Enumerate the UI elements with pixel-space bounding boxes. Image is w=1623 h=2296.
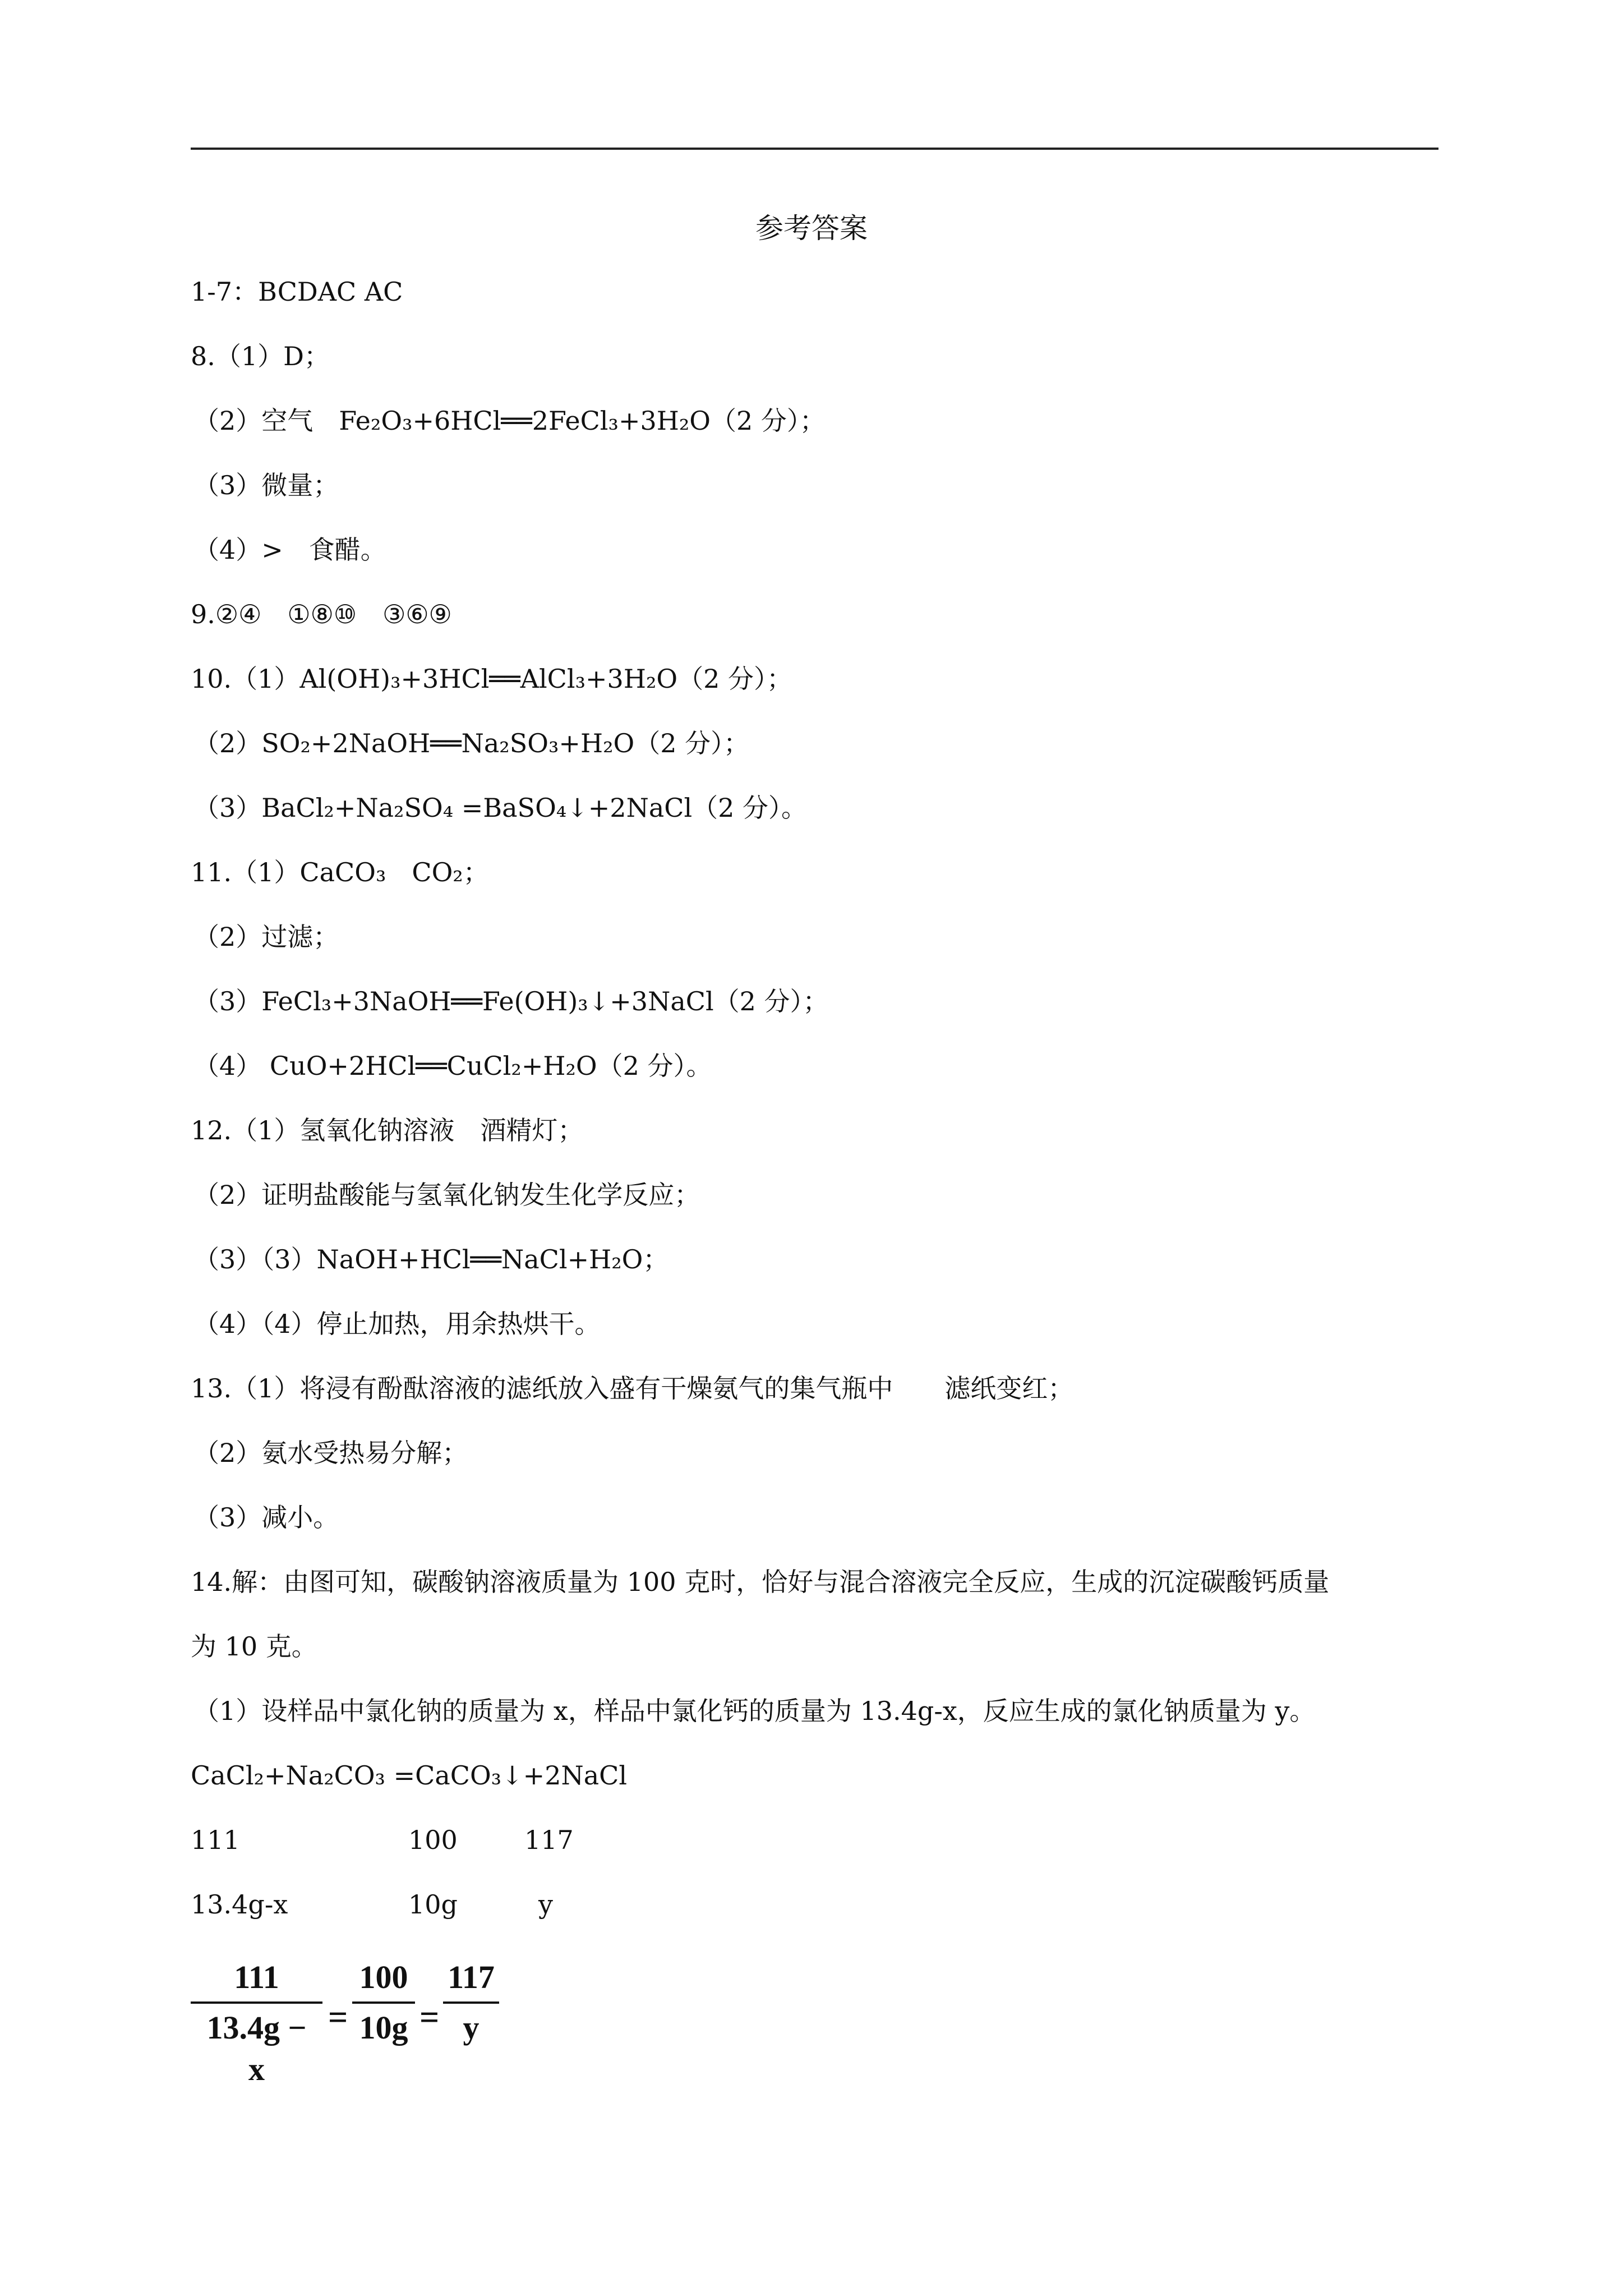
equals-sign: = <box>328 1999 348 2037</box>
fraction-numerator: 111 <box>234 1959 279 1995</box>
fraction-111-over-13.4g-x <box>191 1957 322 2090</box>
answer-line: 13.（1）将浸有酚酞溶液的滤纸放入盛有干燥氨气的集气瓶中 滤纸变红； <box>191 1373 1074 1404</box>
ratio-cell: y <box>538 1889 553 1920</box>
answer-line: （3）FeCl₃+3NaOH══Fe(OH)₃↓+3NaCl（2 分）； <box>193 986 829 1016</box>
answer-line: （2）过滤； <box>193 922 339 952</box>
answer-line: （2）证明盐酸能与氢氧化钠发生化学反应； <box>193 1180 700 1210</box>
ratio-cell: 111 <box>191 1825 240 1855</box>
answer-line: 12.（1）氢氧化钠溶液 酒精灯； <box>191 1115 584 1145</box>
answer-line: （2）氨水受热易分解； <box>193 1438 468 1468</box>
ratio-cell: 100 <box>408 1825 458 1855</box>
fraction-bar <box>443 2001 499 2004</box>
answer-line: （2）空气 Fe₂O₃+6HCl══2FeCl₃+3H₂O（2 分）； <box>193 406 826 436</box>
ratio-cell: 13.4g-x <box>191 1889 288 1920</box>
answer-line: （3）BaCl₂+Na₂SO₄ =BaSO₄↓+2NaCl（2 分）。 <box>193 793 808 823</box>
fraction-100-over-10g <box>352 1957 415 2049</box>
answer-line: 9.②④ ①⑧⑩ ③⑥⑨ <box>191 599 452 629</box>
fraction-bar <box>352 2001 415 2004</box>
answer-line: （3）减小。 <box>193 1502 339 1533</box>
answer-line: 为 10 克。 <box>191 1631 317 1662</box>
fraction-bar <box>191 2001 322 2004</box>
page-title: 参考答案 <box>755 212 868 245</box>
answer-line: （4）> 食醋。 <box>193 535 386 565</box>
answer-line: （2）SO₂+2NaOH══Na₂SO₃+H₂O（2 分）； <box>193 728 750 758</box>
ratio-cell: 117 <box>524 1825 574 1855</box>
equation-line: CaCl₂+Na₂CO₃ =CaCO₃↓+2NaCl <box>191 1760 628 1791</box>
answer-line: （3）（3）NaOH+HCl══NaCl+H₂O； <box>193 1244 669 1274</box>
answer-line: 10.（1）Al(OH)₃+3HCl══AlCl₃+3H₂O（2 分）； <box>191 664 792 694</box>
answer-line: （4） CuO+2HCl══CuCl₂+H₂O（2 分）。 <box>193 1051 712 1081</box>
fraction-denominator: y <box>463 2009 479 2046</box>
fraction-denominator: 13.4g − x <box>206 2009 307 2087</box>
answer-line: 8.（1）D； <box>191 341 330 371</box>
answer-line: 11.（1）CaCO₃ CO₂； <box>191 857 489 887</box>
header-rule <box>191 148 1438 150</box>
fraction-denominator: 10g <box>359 2009 408 2046</box>
answer-line: （4）（4）停止加热，用余热烘干。 <box>193 1309 601 1339</box>
fraction-numerator: 117 <box>448 1959 495 1995</box>
fraction-117-over-y <box>443 1957 499 2049</box>
answer-line: （1）设样品中氯化钠的质量为 x，样品中氯化钙的质量为 13.4g-x，反应生成的氯化钠质量为 y。 <box>193 1696 1316 1726</box>
answer-line: （3）微量； <box>193 470 339 500</box>
fraction-numerator: 100 <box>359 1959 408 1995</box>
equals-sign: = <box>419 1999 440 2037</box>
ratio-cell: 10g <box>408 1889 458 1920</box>
answer-line: 14.解：由图可知，碳酸钠溶液质量为 100 克时，恰好与混合溶液完全反应，生成的沉淀碳酸钙质量 <box>191 1567 1330 1597</box>
answer-line: 1-7：BCDAC AC <box>191 277 403 307</box>
